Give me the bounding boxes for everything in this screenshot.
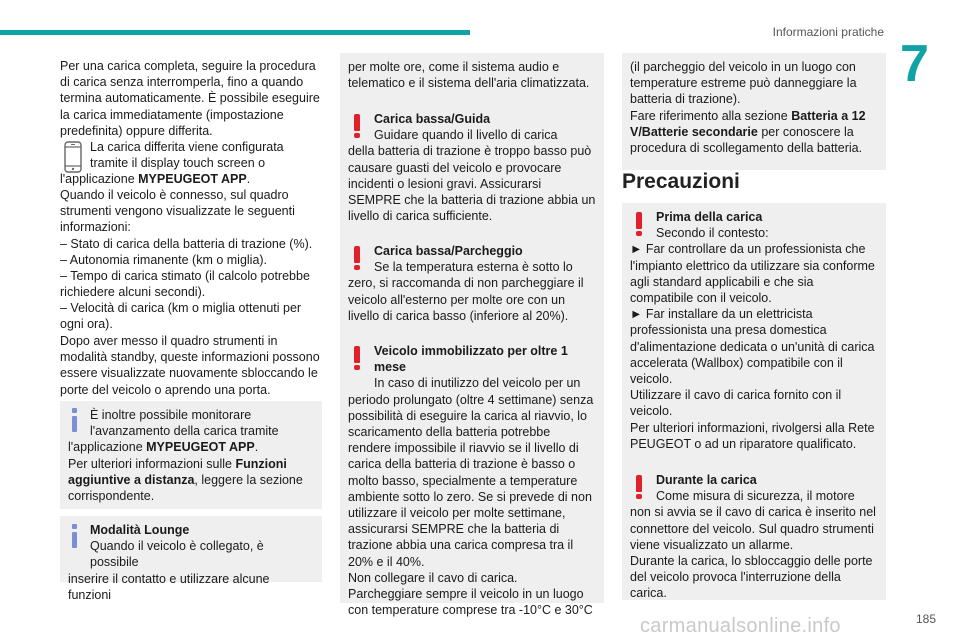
info-text: inserire il contatto e utilizzare alcune funzioni [68,571,270,602]
list-item: – Velocità di carica (km o miglia ottenuti per ogni ora). [60,301,302,332]
info-box-continued [340,53,604,107]
warning-icon [354,346,360,370]
warning-text: Secondo il contesto: [656,226,769,241]
warning-text: zero, si raccomanda di non parcheggiare il veicolo all'esterno per molte ore con un livello di carica basso (inferiore al 20%). [348,276,584,323]
warning-text: Non collegare il cavo di carica. [348,570,518,585]
warning-title: Durante la carica [656,473,757,487]
info-box-lounge [60,516,322,602]
info-icon [72,408,77,432]
info-text: Quando il veicolo è collegato, è possibile [90,539,264,570]
warning-box-low-charge-parking [340,237,604,339]
warning-text: Utilizzare il cavo di carica fornito con il veicolo. [630,388,842,419]
warning-title: Prima della carica [656,210,763,224]
warning-icon [636,212,642,236]
warning-text: Per ulteriori informazioni, rivolgersi alla Rete PEUGEOT o ad un riparatore qualificato. [630,420,875,451]
warning-text: Durante la carica, lo sbloccaggio delle porte del veicolo provoca l'interruzione della carica. [630,554,873,601]
warning-text: Guidare quando il livello di carica [374,128,558,143]
intro-paragraph: Per una carica completa, seguire la procedura di carica senza interromperla, fino a quando termina automaticamente. È possibile eseguire la carica immediatamente (impostazione predefinita) oppure differita. [60,59,320,138]
warning-title: Veicolo immobilizzato per oltre 1 mese [374,344,568,375]
deferred-charge-line-b: tramite il display touch screen o [90,156,266,170]
chapter-number: 7 [900,35,929,93]
info-text: Fare riferimento alla sezione Batteria a 12 V/Batterie secondarie per conoscere la procedura di scollegamento della batteria. [630,108,866,156]
info-text: È inoltre possibile monitorare [90,408,252,422]
warning-box-low-charge-driving [340,105,604,239]
deferred-charge-line-a: La carica differita viene configurata [90,140,284,154]
watermark: carmanualsonline.info [640,615,841,637]
info-text: Per ulteriori informazioni sulle Funzioni aggiuntive a distanza, leggere la sezione corrispondente. [68,456,303,504]
warning-text: Come misura di sicurezza, il motore [656,489,855,504]
list-item: – Tempo di carica stimato (il calcolo potrebbe richiedere alcuni secondi). [60,269,310,300]
warning-icon [354,114,360,138]
info-text: per molte ore, come il sistema audio e telematico e il sistema dell'aria climatizzata. [348,60,590,91]
warning-box-during-charging [622,466,886,600]
list-item: – Autonomia rimanente (km o miglia). [60,253,268,267]
header-accent-bar [0,30,470,35]
standby-paragraph: Dopo aver messo il quadro strumenti in modalità standby, queste informazioni possono essere visualizzate nuovamente sbloccando le porte del veicolo o aprendo una porta. [60,334,320,397]
info-text: (il parcheggio del veicolo in un luogo con temperature estreme può danneggiare la batteria di trazione). [630,60,857,107]
warning-icon [636,475,642,499]
info-title: Modalità Lounge [90,523,190,537]
info-box-continued [622,53,886,170]
info-text: l'applicazione MYPEUGEOT APP. [68,440,259,455]
warning-box-immobilized [340,337,604,618]
connected-info-paragraph: Quando il veicolo è connesso, sul quadro strumenti vengono visualizzate le seguenti informazioni: [60,188,295,235]
warning-text: non si avvia se il cavo di carica è inserito nel connettore del veicolo. Sul quadro strumenti viene visualizzato un allarme. [630,505,876,552]
info-text: l'avanzamento della carica tramite [90,424,279,439]
warning-title: Carica bassa/Parcheggio [374,244,523,258]
smartphone-icon [62,141,84,173]
deferred-charge-line-c: l'applicazione MYPEUGEOT APP. [60,172,251,186]
warning-text: In caso di inutilizzo del veicolo per un [374,376,581,391]
warning-text: ► Far controllare da un professionista che l'impianto elettrico da utilizzare sia conforme agli standard applicabili e che sia compatibile con il veicolo. [630,242,875,306]
warning-box-before-charging [622,203,886,467]
warning-text: della batteria di trazione è troppo basso può causare guasti del veicolo e provocare incidenti o lesioni gravi. Assicurarsi SEMPRE che la batteria di trazione abbia un livello di carica sufficiente. [348,144,596,224]
warning-text: periodo prolungato (oltre 4 settimane) senza possibilità di eseguire la carica al riavvio, lo scaricamento della batteria potrebbe rendere impossibile il riavvio se il livello di carica della batteria di trazione è basso o molto basso, specialmente a temperature ambiente sotto lo zero. Se si prevede di non utilizzare il veicolo per molte settimane, assicurarsi SEMPRE che la batteria di trazione abbia una carica compresa tra il 20% e il 40%. [348,392,594,569]
warning-text: Se la temperatura esterna è sotto lo [374,260,573,275]
warning-text: ► Far installare da un elettricista professionista una presa domestica d'alimentazione dedicata o un'unità di carica accelerata (Wallbox) compatibile con il veicolo. [630,307,875,387]
section-heading: Precauzioni [622,170,740,193]
warning-title: Carica bassa/Guida [374,112,491,126]
warning-icon [354,246,360,270]
info-box-monitoring [60,401,322,509]
info-icon [72,524,77,548]
warning-text: Parcheggiare sempre il veicolo in un luogo con temperature comprese tra -10°C e 30°C [348,587,593,618]
list-item: – Stato di carica della batteria di trazione (%). [60,237,313,251]
page-number: 185 [915,612,936,626]
section-title: Informazioni pratiche [772,25,884,39]
